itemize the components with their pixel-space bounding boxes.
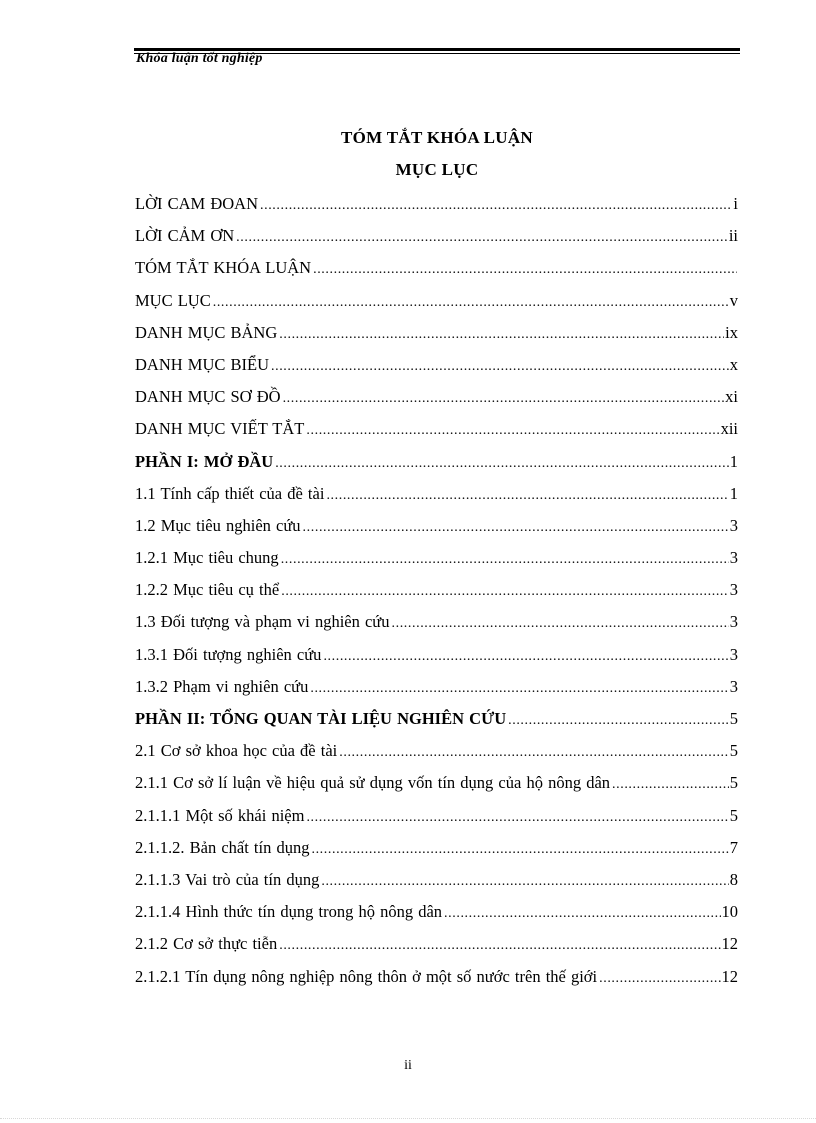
toc-entry [135,933,738,965]
toc-entry-page: ii [728,226,738,246]
toc-entry-label: DANH MỤC BIỂU [135,354,269,374]
toc-leader-dots [599,968,720,990]
toc-entry-label: 2.1.1.4 Hình thức tín dụng trong hộ nông dân [135,902,443,922]
toc-entry-page: xii [720,419,738,439]
toc-entry-page: 12 [721,934,738,954]
toc-entry-page: 8 [729,869,738,889]
toc-entry-label: 2.1.2 Cơ sở thực tiễn [135,934,278,954]
toc-entry [135,676,738,708]
toc-entry-page: 1 [729,451,738,471]
toc-entry [135,611,738,643]
toc-entry-page: 3 [729,644,738,664]
toc-entry [135,547,738,579]
toc-entry-page: 7 [729,837,738,857]
toc-entry-label: 2.1.1.3 Vai trò của tín dụng [135,869,320,889]
toc-leader-dots [279,324,724,346]
toc-entry [135,708,738,740]
toc-leader-dots [306,807,728,829]
toc-entry-label: MỤC LỤC [135,290,211,310]
toc-entry [135,772,738,804]
toc-entry [135,901,738,933]
toc-entry [135,515,738,547]
toc-entry-label: LỜI CAM ĐOAN [135,194,258,213]
toc-entry-label: TÓM TẮT KHÓA LUẬN [135,258,312,278]
toc-entry-page: v [729,290,738,310]
page-number: ii [404,1058,412,1073]
toc-entry-page: i [733,194,738,213]
toc-entry-page: xi [725,387,738,407]
toc-entry-label: DANH MỤC SƠ ĐỒ [135,387,281,407]
toc-entry-label: 1.2.1 Mục tiêu chung [135,548,279,568]
toc-entry [135,354,738,386]
toc-leader-dots [271,356,729,378]
toc-entry-page: 3 [729,676,738,696]
toc-entry-label: 1.2 Mục tiêu nghiên cứu [135,515,301,535]
toc-entry [135,579,738,611]
toc-entry-label: 1.3 Đối tượng và phạm vi nghiên cứu [135,612,390,632]
toc-entry-page: 1 [729,483,738,503]
toc-leader-dots [213,292,729,314]
toc-entry [135,966,738,998]
toc-entry-page: 5 [729,805,738,825]
toc-entry-page: 5 [729,773,738,793]
toc-entry-label: DANH MỤC BẢNG [135,322,278,342]
toc-leader-dots [326,485,728,507]
toc-leader-dots [310,678,728,700]
toc-leader-dots [313,259,737,281]
toc-entry [135,418,738,450]
toc-entry [135,869,738,901]
page-bottom-edge [0,1118,816,1119]
running-header: Khóa luận tốt nghiệp [136,51,263,66]
toc-leader-dots [275,453,729,475]
toc-leader-dots [281,549,729,571]
table-of-contents [135,193,738,998]
toc-entry [135,483,738,515]
toc-entry [135,644,738,676]
toc-entry-page: ix [725,322,738,342]
toc-entry-label: PHẦN II: TỔNG QUAN TÀI LIỆU NGHIÊN CỨU [135,709,507,728]
toc-entry-label: 2.1 Cơ sở khoa học của đề tài [135,741,338,761]
toc-leader-dots [612,774,729,796]
toc-entry [135,386,738,418]
toc-entry [135,257,738,289]
toc-leader-dots [323,646,728,668]
toc-entry-label: 2.1.2.1 Tín dụng nông nghiệp nông thôn ở một số nước trên thế giới [135,966,598,986]
toc-entry-page: 5 [729,709,738,728]
toc-leader-dots [444,903,720,925]
toc-leader-dots [283,388,725,410]
toc-entry-label: 2.1.1.2. Bản chất tín dụng [135,837,310,857]
toc-entry [135,740,738,772]
toc-leader-dots [260,195,732,217]
toc-leader-dots [281,581,729,603]
toc-entry [135,322,738,354]
toc-entry-page: 12 [721,966,738,986]
summary-title: TÓM TẮT KHÓA LUẬN [341,128,533,147]
toc-entry [135,193,738,225]
toc-leader-dots [392,613,729,635]
toc-entry-label: 2.1.1 Cơ sở lí luận về hiệu quả sử dụng vốn tín dụng của hộ nông dân [135,773,611,793]
toc-entry-label: LỜI CẢM ƠN [135,226,235,246]
toc-entry-label: 1.1 Tính cấp thiết của đề tài [135,483,325,503]
toc-entry-page: 3 [729,515,738,535]
toc-entry-label: 2.1.1.1 Một số khái niệm [135,805,305,825]
toc-entry-page: 3 [729,612,738,632]
toc-entry-page: 5 [729,741,738,761]
toc-entry-page: 10 [721,902,738,922]
toc-entry-label: 1.3.2 Phạm vi nghiên cứu [135,676,309,696]
toc-entry-page: x [729,354,738,374]
toc-leader-dots [321,871,728,893]
toc-entry-page: 3 [729,548,738,568]
toc-entry-label: 1.3.1 Đối tượng nghiên cứu [135,644,322,664]
toc-entry-label: PHẦN I: MỞ ĐẦU [135,451,274,471]
toc-entry [135,805,738,837]
toc-entry [135,290,738,322]
toc-entry [135,837,738,869]
toc-entry-label: 1.2.2 Mục tiêu cụ thể [135,580,280,600]
toc-leader-dots [339,742,729,764]
toc-leader-dots [508,710,729,732]
contents-title: MỤC LỤC [395,160,479,179]
toc-leader-dots [306,420,719,442]
toc-entry [135,225,738,257]
toc-leader-dots [236,227,728,249]
toc-leader-dots [303,517,729,539]
toc-entry-page: 3 [729,580,738,600]
toc-leader-dots [279,935,720,957]
toc-leader-dots [311,839,728,861]
toc-entry [135,451,738,483]
toc-entry-label: DANH MỤC VIẾT TẮT [135,419,305,439]
